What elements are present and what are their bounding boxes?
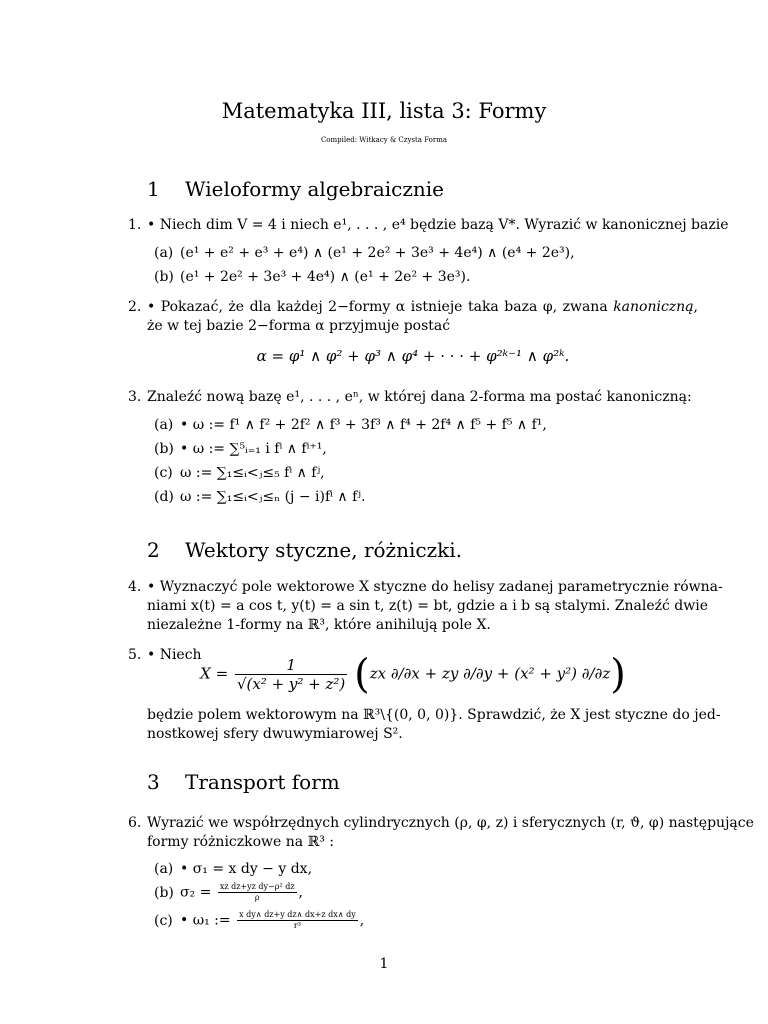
item-tail: , — [359, 912, 365, 929]
display-formula: α = φ¹ ∧ φ² + φ³ ∧ φ⁴ + · · · + φ²ᵏ⁻¹ ∧ φ²ᵏ. — [256, 347, 570, 365]
fraction-numerator: 1 — [235, 656, 347, 675]
fraction-numerator: x dy∧ dz+y dz∧ dx+z dx∧ dy — [239, 910, 356, 919]
problem-text-line: Wyrazić we współrzędnych cylindrycznych (ρ, φ, z) i sferycznych (r, ϑ, φ) następujące — [147, 815, 754, 831]
problem-1 — [128, 216, 729, 296]
problem-item — [154, 244, 575, 263]
problem-item — [154, 268, 470, 287]
section-number: 3 — [147, 770, 160, 794]
fraction-denominator: ρ — [254, 893, 260, 902]
fraction — [235, 656, 347, 693]
problem-item — [154, 488, 365, 507]
problem-6 — [128, 814, 754, 944]
text-part: , że w tej bazie 2−forma α przyjmuje postać — [147, 299, 698, 334]
item-formula: • σ₁ = x dy − y dx, — [180, 861, 313, 877]
item-label: (c) — [154, 912, 173, 929]
item-label: (b) — [154, 441, 174, 457]
item-label: (a) — [154, 245, 174, 261]
item-label: (a) — [154, 861, 174, 877]
item-label: (d) — [154, 489, 174, 505]
item-formula: • ω := ∑⁵ᵢ₌₁ i fⁱ ∧ fⁱ⁺¹, — [180, 441, 327, 457]
fraction-denominator: √(x² + y² + z²) — [236, 675, 346, 693]
emphasized-term: kanoniczną — [613, 299, 694, 315]
section-title: Wektory styczne, różniczki. — [185, 538, 462, 562]
item-label: (c) — [154, 465, 173, 481]
item-lhs: σ₂ = — [180, 884, 212, 901]
problem-number: 4. — [128, 579, 142, 595]
section-heading-3 — [147, 770, 340, 794]
problem-text-line: niezależne 1-formy na ℝ³, które anihilują pole X. — [147, 617, 491, 633]
problem-text: Znaleźć nową bazę e¹, . . . , eⁿ, w której dana 2-forma ma postać kanoniczną: — [147, 389, 692, 405]
problem-number: 5. — [128, 647, 142, 663]
problem-number: 1. — [128, 217, 142, 233]
document-subtitle: Compiled: Witkacy & Czysta Forma — [320, 136, 448, 144]
problem-3 — [128, 388, 698, 513]
problem-text: • Niech — [147, 647, 202, 663]
right-paren: ) — [610, 651, 626, 698]
section-title: Wieloformy algebraicznie — [185, 177, 444, 201]
problem-5 — [128, 646, 721, 746]
document-title: Matematyka III, lista 3: Formy — [221, 99, 547, 123]
item-label: (a) — [154, 417, 174, 433]
section-number: 2 — [147, 538, 160, 562]
problem-item — [154, 910, 364, 931]
fraction — [237, 910, 358, 931]
item-formula: • ω := f¹ ∧ f² + 2f² ∧ f³ + 3f³ ∧ f⁴ + 2f⁴ ∧ f⁵ + f⁵ ∧ f¹, — [180, 417, 547, 433]
problem-text-line: niami x(t) = a cos t, y(t) = a sin t, z(t) = bt, gdzie a i b są stalymi. Znaleźć dwie — [147, 598, 708, 614]
formula-lhs: X = — [200, 664, 229, 683]
item-formula: ω := ∑₁≤ᵢ<ⱼ≤ₙ (j − i)fⁱ ∧ fʲ. — [180, 489, 366, 505]
item-label: (b) — [154, 269, 174, 285]
fraction-numerator: xz dz+yz dy−ρ² dz — [219, 882, 295, 891]
problem-item — [154, 464, 325, 483]
problem-text-line: będzie polem wektorowym na ℝ³\{(0, 0, 0)}. Sprawdzić, że X jest styczne do jed- — [147, 707, 721, 723]
fraction — [218, 882, 297, 903]
page-number: 1 — [379, 956, 389, 972]
problem-item — [154, 416, 547, 435]
problem-text: • Niech dim V = 4 i niech e¹, . . . , e⁴ będzie bazą V*. Wyrazić w kanonicznej bazie — [147, 217, 729, 233]
item-tail: , — [298, 884, 303, 901]
section-title: Transport form — [185, 770, 340, 794]
problem-item — [154, 882, 303, 903]
section-heading-2 — [147, 538, 462, 562]
problem-text — [147, 298, 698, 336]
item-lhs: • ω₁ := — [180, 912, 231, 929]
problem-number: 2. — [128, 299, 142, 315]
section-heading-1 — [147, 177, 444, 201]
problem-item — [154, 860, 312, 879]
problem-text-line: nostkowej sfery dwuwymiarowej S². — [147, 726, 403, 742]
section-number: 1 — [147, 177, 160, 201]
problem-text-line: • Wyznaczyć pole wektorowe X styczne do helisy zadanej parametrycznie równa- — [147, 579, 723, 595]
text-part: • Pokazać, że dla każdej 2−formy α istnieje taka baza φ, zwana — [147, 299, 614, 315]
left-paren: ( — [354, 651, 370, 698]
problem-text-line: formy różniczkowe na ℝ³ : — [147, 834, 335, 850]
fraction-denominator: r³ — [293, 921, 301, 930]
item-formula: ω := ∑₁≤ᵢ<ⱼ≤₅ fⁱ ∧ fʲ, — [180, 465, 325, 481]
item-formula: (e¹ + 2e² + 3e³ + 4e⁴) ∧ (e¹ + 2e² + 3e³). — [180, 269, 471, 285]
problem-4 — [128, 578, 723, 638]
formula-body: zx ∂/∂x + zy ∂/∂y + (x² + y²) ∂/∂z — [369, 664, 611, 683]
item-label: (b) — [154, 884, 174, 901]
item-formula: (e¹ + e² + e³ + e⁴) ∧ (e¹ + 2e² + 3e³ + 4e⁴) ∧ (e⁴ + 2e³), — [180, 245, 575, 261]
problem-2 — [128, 298, 698, 368]
problem-number: 6. — [128, 815, 142, 831]
problem-item — [154, 440, 327, 459]
problem-number: 3. — [128, 389, 142, 405]
